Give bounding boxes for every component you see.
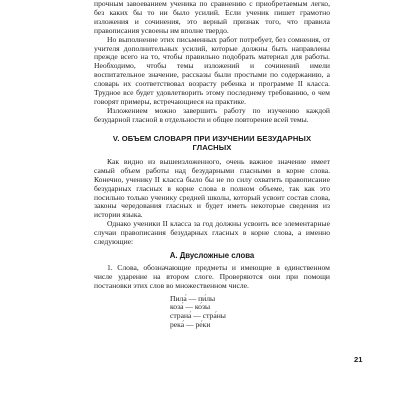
page-number: 21 xyxy=(354,355,363,364)
word-pair: коза́ — ко́зы xyxy=(170,302,211,312)
word-pair: река́ — ре́ки xyxy=(170,320,211,330)
word-pair: Пила́ — пи́лы xyxy=(170,293,216,303)
section-title: V. ОБЪЕМ СЛОВАРЯ ПРИ ИЗУЧЕНИИ БЕЗУДАРНЫХ ГЛАСНЫХ xyxy=(112,133,312,153)
paragraph-elementary-cases: Однако ученики II класса за год должны усвоить все элементарные случаи правописания безударных гласных в корне слова, а именно следующие: xyxy=(94,219,330,247)
rule-paragraph: 1. Слова, обозначающие предметы и имеющие в единственном числе ударение на втором слоге. Проверяются они при помощи постановки этих слов во множественном числе. xyxy=(94,262,330,290)
paragraph-extra-effort: Но выполнение этих письменных работ потребует, без сомнения, от учителя дополнительных усилий, которые должны быть направлены прежде всего на то, чтобы правильно подобрать материал для работы. Необходимо, чтобы темы изложений и сочинений имели воспитательное значение, рассказы были простыми по содержанию, а словарь их соответствовал возрасту ребенка и программе II класса. Трудное все будет удовлетворить этому последнему требованию, о чем говорят примеры, встречающиеся на практике. xyxy=(94,34,330,106)
subsection-title: А. Двусложные слова xyxy=(169,250,255,260)
paragraph-dictation-completion: Изложением можно завершить работу по изучению каждой безударной гласной в отдельности и общее повторение всей темы. xyxy=(94,105,330,124)
word-pair-list xyxy=(170,295,330,330)
word-pair: страна́ — стра́ны xyxy=(170,311,226,321)
book-page xyxy=(94,0,363,400)
paragraph-continuation: прочным завоеванием ученика по сравнению с приобретаемым легко, без каких бы то ни было усилий. Если ученик пишет грамотно изложения и сочинения, это верный признак того, что правила правописания усвоены им вполне твердо. xyxy=(94,0,330,35)
paragraph-vocabulary-scope: Как видно из вышеизложенного, очень важное значение имеет самый объем работы над безударными гласными в корне слова. Конечно, ученику II класса было бы не по силу охватить правописание безударных гласных в корне слова в полном объеме, так как это посильно только ученику средней школы, который усвоит состав слова, законы чередования гласных и будет иметь некоторые сведения из истории языка. xyxy=(94,156,330,220)
